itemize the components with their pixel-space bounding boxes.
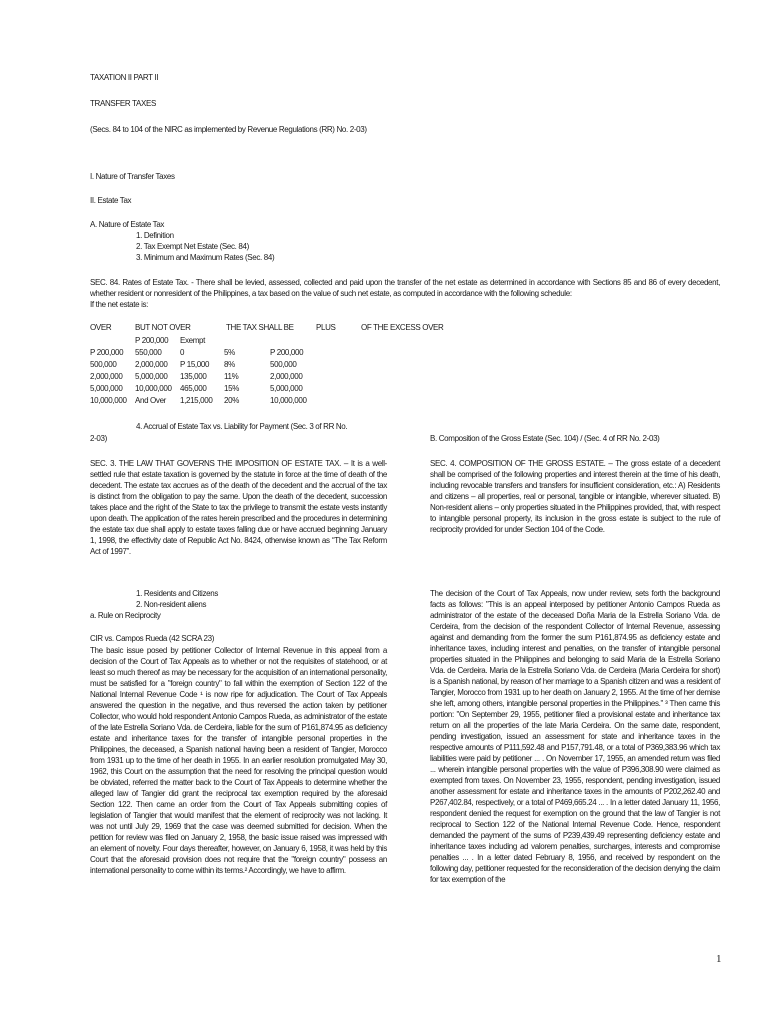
table-cell — [224, 335, 270, 347]
sec84-text: SEC. 84. Rates of Estate Tax. - There shall be levied, assessed, collected and paid upon the transfer of the net estate as determined in accordance with Sections 85 and 86 of every decedent, whether resident or nonresident of the Philippines, a tax based on the value of such net estate, as computed in accordance with the following schedule: — [90, 278, 720, 298]
outline-subitem: 1. Definition — [136, 231, 174, 240]
table-cell: 2,000,000 — [135, 360, 168, 369]
sec4-paragraph: SEC. 4. COMPOSITION OF THE GROSS ESTATE. – The gross estate of a decedent shall be comprised of the following properties and interest therein at the time of his death, including revocable transfers and transfers for insufficient consideration, etc.: A) Residents and citizens – all properties, real or personal, tangible or intangible, wherever situated. B) Non-resident aliens – only properties situated in the Philippines provided, that, with respect to intangible personal property, its inclusion in the gross estate is subject to the rule of reciprocity provided for under Section 104 of the Code. — [430, 459, 720, 534]
table-cell: P 200,000 — [270, 348, 304, 357]
table-cell: 10,000,000 — [135, 384, 172, 393]
outline-item-ii: II. Estate Tax — [90, 196, 132, 205]
table-cell: 0 — [180, 348, 185, 357]
outline-item-i: I. Nature of Transfer Taxes — [90, 172, 175, 181]
table-cell: 11% — [224, 372, 239, 381]
coverage-note: (Secs. 84 to 104 of the NIRC as implemented by Revenue Regulations (RR) No. 2-03) — [90, 125, 367, 134]
table-cell: P 200,000 — [90, 348, 124, 357]
outline-subitem: 2. Tax Exempt Net Estate (Sec. 84) — [136, 242, 249, 251]
table-cell — [90, 335, 135, 347]
table-row — [90, 395, 307, 407]
table-row — [90, 371, 307, 383]
table-cell: Exempt — [180, 336, 206, 345]
table-cell: P 200,000 — [135, 336, 169, 345]
sublist-item: 1. Residents and Citizens — [136, 589, 218, 598]
case-title: CIR vs. Campos Rueda (42 SCRA 23) — [90, 634, 215, 643]
schedule-header: OVER — [90, 323, 112, 332]
schedule-header: OF THE EXCESS OVER — [361, 323, 444, 332]
sec84-paragraph — [90, 277, 720, 310]
table-row — [90, 347, 307, 359]
table-cell: 2,000,000 — [270, 372, 303, 381]
table-cell: 550,000 — [135, 348, 162, 357]
schedule-header: BUT NOT OVER — [135, 323, 191, 332]
table-cell: 10,000,000 — [270, 396, 307, 405]
sublist-item: 2. Non-resident aliens — [136, 600, 207, 609]
table-cell: 135,000 — [180, 372, 207, 381]
table-row — [90, 359, 307, 371]
table-cell: 8% — [224, 360, 235, 369]
table-cell: P 15,000 — [180, 360, 210, 369]
outline-item-4-cont: 2-03) — [90, 434, 107, 443]
table-cell: 465,000 — [180, 384, 207, 393]
estate-tax-schedule-rows — [90, 335, 307, 407]
course-title: TAXATION II PART II — [90, 73, 159, 82]
table-cell: 5,000,000 — [135, 372, 168, 381]
section-title: TRANSFER TAXES — [90, 99, 156, 108]
right-case-body: The decision of the Court of Tax Appeals, now under review, sets forth the background facts as follows: "This is an appeal interposed by petitioner Antonio Campos Rueda as administrator of the estate of the deceased Doña Maria de la Estrella Soriano Vda. de Cerdeira, from the decision of the respondent Collector of Internal Revenue, assessing against and demanding from the former the sum P161,874.95 as deficiency estate and inheritance taxes, including interest and penalties, on the transfer of intangible personal properties situated in the Philippines and belonging to said Maria de la Estrella Soriano Vda. de Cerdeira. Maria de la Estrella Soriano Vda. de Cerdeira (Maria Cerdeira for short) is a Spanish national, by reason of her marriage to a Spanish citizen and was a resident of Tangier, Morocco from 1931 up to her death on January 2, 1955. At the time of her demise she left, among others, intangible personal properties in the Philippines." ³ Then came this portion: "On September 29, 1955, petitioner filed a provisional estate and inheritance tax return on all the properties of the late Maria Cerdeira. On the same date, respondent, pending investigation, issued an assessment for state and inheritance taxes in the respective amounts of P111,592.48 and P157,791.48, or a total of P369,383.96 which tax liabilities were paid by petitioner ... . On November 17, 1955, an amended return was filed ... wherein intangible personal properties with the value of P396,308.90 were claimed as exempted from taxes. On November 23, 1955, respondent, pending investigation, issued another assessment for estate and inheritance taxes in the amounts of P202,262.40 and P267,402.84, respectively, or a total of P469,665.24 ... . In a letter dated January 11, 1956, respondent denied the request for exemption on the ground that the law of Tangier is not reciprocal to Section 122 of the National Internal Revenue Code. Hence, respondent demanded the payment of the sums of P239,439.49 representing deficiency estate and inheritance taxes including ad valorem penalties, surcharges, interests and compromise penalties ... . In a letter dated February 8, 1956, and received by respondent on the following day, petitioner requested for the reconsideration of the decision denying the claim for tax exemption of the — [430, 589, 720, 884]
table-cell: 500,000 — [270, 360, 297, 369]
table-cell: 20% — [224, 396, 239, 405]
left-case-body: The basic issue posed by petitioner Collector of Internal Revenue in this appeal from a decision of the Court of Tax Appeals as to whether or not the requisites of statehood, or at least so much thereof as may be necessary for the acquisition of an international personality, must be satisfied for a "foreign country" to fall within the exemption of Section 122 of the National Internal Revenue Code ¹ is now ripe for adjudication. The Court of Tax Appeals answered the question in the negative, and thus reversed the action taken by petitioner Collector, who would hold respondent Antonio Campos Rueda, as administrator of the estate of the late Estrella Soriano Vda. de Cerdeira, liable for the sum of P161,874.95 as deficiency estate and inheritance taxes for the transfer of intangible personal properties in the Philippines, the deceased, a Spanish national having been a resident of Tangier, Morocco from 1931 up to the time of her death in 1955. In an earlier resolution promulgated May 30, 1962, this Court on the assumption that the need for resolving the principal question would be obviated, referred the matter back to the Court of Tax Appeals to determine whether the alleged law of Tangier did grant the reciprocal tax exemption required by the aforesaid Section 122. Then came an order from the Court of Tax Appeals submitting copies of legislation of Tangier that would manifest that the element of reciprocity was not lacking. It was not until July 29, 1969 that the case was deemed submitted for decision. When the petition for review was filed on January 2, 1958, the basic issue raised was impressed with an element of novelty. Four days thereafter, however, on January 6, 1958, it was held by this Court that the aforesaid provision does not require that the "foreign country" possess an international personality to come within its terms.² Accordingly, we have to affirm. — [90, 646, 387, 875]
estate-tax-schedule — [90, 322, 443, 334]
table-cell: 2,000,000 — [90, 372, 123, 381]
table-cell: 10,000,000 — [90, 396, 127, 405]
table-cell: 5,000,000 — [270, 384, 303, 393]
page-number: 1 — [716, 953, 722, 965]
outline-item-a: A. Nature of Estate Tax — [90, 220, 165, 229]
outline-subitem: 3. Minimum and Maximum Rates (Sec. 84) — [136, 253, 275, 262]
table-cell: 500,000 — [90, 360, 117, 369]
table-cell: 5,000,000 — [90, 384, 123, 393]
schedule-header: PLUS — [316, 323, 336, 332]
table-row — [90, 335, 307, 347]
sublist-item-a: a. Rule on Reciprocity — [90, 611, 161, 620]
table-cell: 5% — [224, 348, 235, 357]
table-cell — [270, 335, 307, 347]
outline-item-4: 4. Accrual of Estate Tax vs. Liability for Payment (Sec. 3 of RR No. — [136, 422, 348, 431]
sec3-paragraph: SEC. 3. THE LAW THAT GOVERNS THE IMPOSITION OF ESTATE TAX. – It is a well-settled rule that estate taxation is governed by the statute in force at the time of death of the decedent. The estate tax accrues as of the death of the decedent and the accrual of the tax is distinct from the obligation to pay the same. Upon the death of the decedent, succession takes place and the right of the State to tax the privilege to transmit the estate vests instantly upon death. The application of the rates herein prescribed and the procedures in determining the estate tax due shall apply to estate taxes falling due or have accrued beginning January 1, 1998, the effectivity date of Republic Act No. 8424, otherwise known as “The Tax Reform Act of 1997”. — [90, 459, 387, 556]
table-cell: And Over — [135, 396, 166, 405]
sec84-tail: If the net estate is: — [90, 300, 149, 309]
outline-item-b: B. Composition of the Gross Estate (Sec. 104) / (Sec. 4 of RR No. 2-03) — [430, 434, 660, 443]
schedule-header-row — [90, 322, 443, 334]
table-row — [90, 383, 307, 395]
table-cell: 15% — [224, 384, 239, 393]
table-cell: 1,215,000 — [180, 396, 213, 405]
schedule-header: THE TAX SHALL BE — [226, 323, 294, 332]
